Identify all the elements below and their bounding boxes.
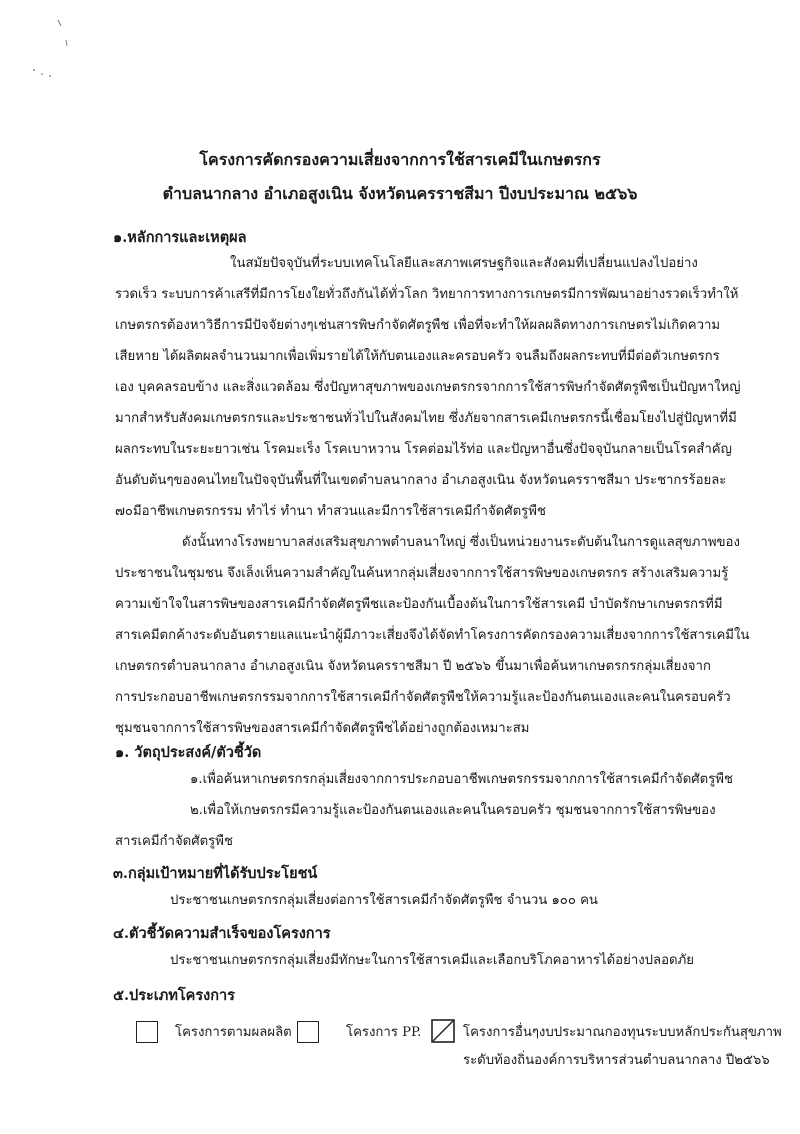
section-1-heading: ๑.หลักการและเหตุผล — [113, 229, 247, 246]
paragraph-line: เสียหาย ได้ผลิตผลจำนวนมากเพื่อเพิ่มรายได้ให้กับตนเองและครอบครัว จนลืมถึงผลกระทบที่มีต่อตัวเกษตรกร — [115, 349, 720, 364]
document-subtitle: ตำบลนากลาง อำเภอสูงเนิน จังหวัดนครราชสีมา ปีงบประมาณ ๒๕๖๖ — [162, 184, 638, 203]
paragraph-line: ๗๐มีอาชีพเกษตรกรรม ทำไร่ ทำนา ทำสวนและมีการใช้สารเคมีกำจัดศัตรูพืช — [115, 504, 546, 519]
checkbox-pp-label: โครงการ PP. — [346, 1025, 422, 1040]
paragraph-line: เกษตรกรตำบลนากลาง อำเภอสูงเนิน จังหวัดนครราชสีมา ปี ๒๕๖๖ ขึ้นมาเพื่อค้นหาเกษตรกรกลุ่มเสี่ยงจาก — [115, 659, 711, 674]
paragraph-line: มากสำหรับสังคมเกษตรกรและประชาชนทั่วไปในสังคมไทย ซึ่งภัยจากสารเคมีเกษตรกรนี้เชื่อมโยงไปสู่ปัญหาที่มี — [115, 411, 737, 426]
paragraph-line: ความเข้าใจในสารพิษของสารเคมีกำจัดศัตรูพืชและป้องกันเบื้องต้นในการใช้สารเคมี บำบัดรักษาเกษตรกรที่มี — [115, 597, 723, 612]
paragraph-line: เอง บุคคลรอบข้าง และสิ่งแวดล้อม ซึ่งปัญหาสุขภาพของเกษตรกรจากการใช้สารพิษกำจัดศัตรูพืชเป็นปัญหาใหญ่ — [115, 380, 741, 395]
paragraph-line: รวดเร็ว ระบบการค้าเสรีที่มีการโยงใยทั่วถึงกันได้ทั่วโลก วิทยาการทางการเกษตรมีการพัฒนาอย่างรวดเร็วทำให้ — [115, 287, 739, 302]
checkbox-output-label: โครงการตามผลผลิต — [175, 1025, 292, 1040]
document-title: โครงการคัดกรองความเสี่ยงจากการใช้สารเคมีในเกษตรกร — [199, 150, 601, 169]
paragraph-line: ชุมชนจากการใช้สารพิษของสารเคมีกำจัดศัตรูพืชได้อย่างถูกต้องเหมาะสม — [115, 721, 530, 736]
objective-item-1: ๑.เพื่อค้นหาเกษตรกรกลุ่มเสี่ยงจากการประกอบอาชีพเกษตรกรรมจากการใช้สารเคมีกำจัดศัตรูพืช — [190, 772, 733, 787]
paragraph-line: เกษตรกรต้องหาวิธีการมีปัจจัยต่างๆเช่นสารพิษกำจัดศัตรูพืช เพื่อที่จะทำให้ผลผลิตทางการเกษตรไม่เกิดความ — [115, 318, 721, 333]
checkbox-pp-project[interactable] — [297, 1021, 319, 1043]
checkbox-other-label-cont: ระดับท้องถิ่นองค์การบริหารส่วนตำบลนากลาง ปี๒๕๖๖ — [463, 1053, 770, 1068]
paragraph-line: ผลกระทบในระยะยาวเช่น โรคมะเร็ง โรคเบาหวาน โรคต่อมไร้ท่อ และปัญหาอื่นซึ่งปัจจุบันกลายเป็นโรคสำคัญ — [115, 442, 732, 457]
paragraph-line: สารเคมีตกค้างระดับอันตรายแลแนะนำผู้มีภาวะเสี่ยงจึงได้จัดทำโครงการคัดกรองความเสี่ยงจากการใช้สารเคมีใน — [115, 628, 750, 643]
section-2-heading: ๑. วัตถุประสงค์/ตัวชี้วัด — [115, 744, 262, 761]
objective-item-2: ๒.เพื่อให้เกษตรกรมีความรู้และป้องกันตนเองและคนในครอบครัว ชุมชนจากการใช้สารพิษของ — [190, 803, 716, 818]
checkbox-output-project[interactable] — [136, 1021, 158, 1043]
paragraph-line: ในสมัยปัจจุบันที่ระบบเทคโนโลยีและสภาพเศรษฐกิจและสังคมที่เปลี่ยนแปลงไปอย่าง — [230, 256, 698, 271]
success-indicator-text: ประชาชนเกษตรกรกลุ่มเสี่ยงมีทักษะในการใช้สารเคมีและเลือกบริโภคอาหารได้อย่างปลอดภัย — [170, 953, 695, 968]
target-group-text: ประชาชนเกษตรกรกลุ่มเสี่ยงต่อการใช้สารเคมีกำจัดศัตรูพืช จำนวน ๑๐๐ คน — [170, 893, 598, 908]
scan-marks — [20, 12, 80, 82]
section-5-heading: ๕.ประเภทโครงการ — [113, 987, 235, 1004]
paragraph-line: ดังนั้นทางโรงพยาบาลส่งเสริมสุขภาพตำบลนาใหญ่ ซึ่งเป็นหน่วยงานระดับต้นในการดูแลสุขภาพของ — [182, 535, 740, 550]
objective-item-2-cont: สารเคมีกำจัดศัตรูพืช — [115, 834, 233, 849]
checkbox-other-checked[interactable] — [431, 1019, 455, 1043]
paragraph-line: อันดับต้นๆของคนไทยในปัจจุบันพื้นที่ในเขตตำบลนากลาง อำเภอสูงเนิน จังหวัดนครราชสีมา ประชากรร้อยละ — [115, 473, 727, 488]
checkbox-other-label: โครงการอื่นๆงบประมาณกองทุนระบบหลักประกันสุขภาพ — [463, 1025, 782, 1040]
paragraph-line: ประชาชนในชุมชน จึงเล็งเห็นความสำคัญในค้นหากลุ่มเสี่ยงจากการใช้สารพิษของเกษตรกร สร้างเสริมความรู้ — [115, 566, 729, 581]
section-4-heading: ๔.ตัวชี้วัดความสำเร็จของโครงการ — [113, 925, 331, 942]
paragraph-line: การประกอบอาชีพเกษตรกรรมจากการใช้สารเคมีกำจัดศัตรูพืชให้ความรู้และป้องกันตนเองและคนในครอบครัว — [115, 690, 731, 705]
section-3-heading: ๓.กลุ่มเป้าหมายที่ได้รับประโยชน์ — [113, 865, 318, 882]
